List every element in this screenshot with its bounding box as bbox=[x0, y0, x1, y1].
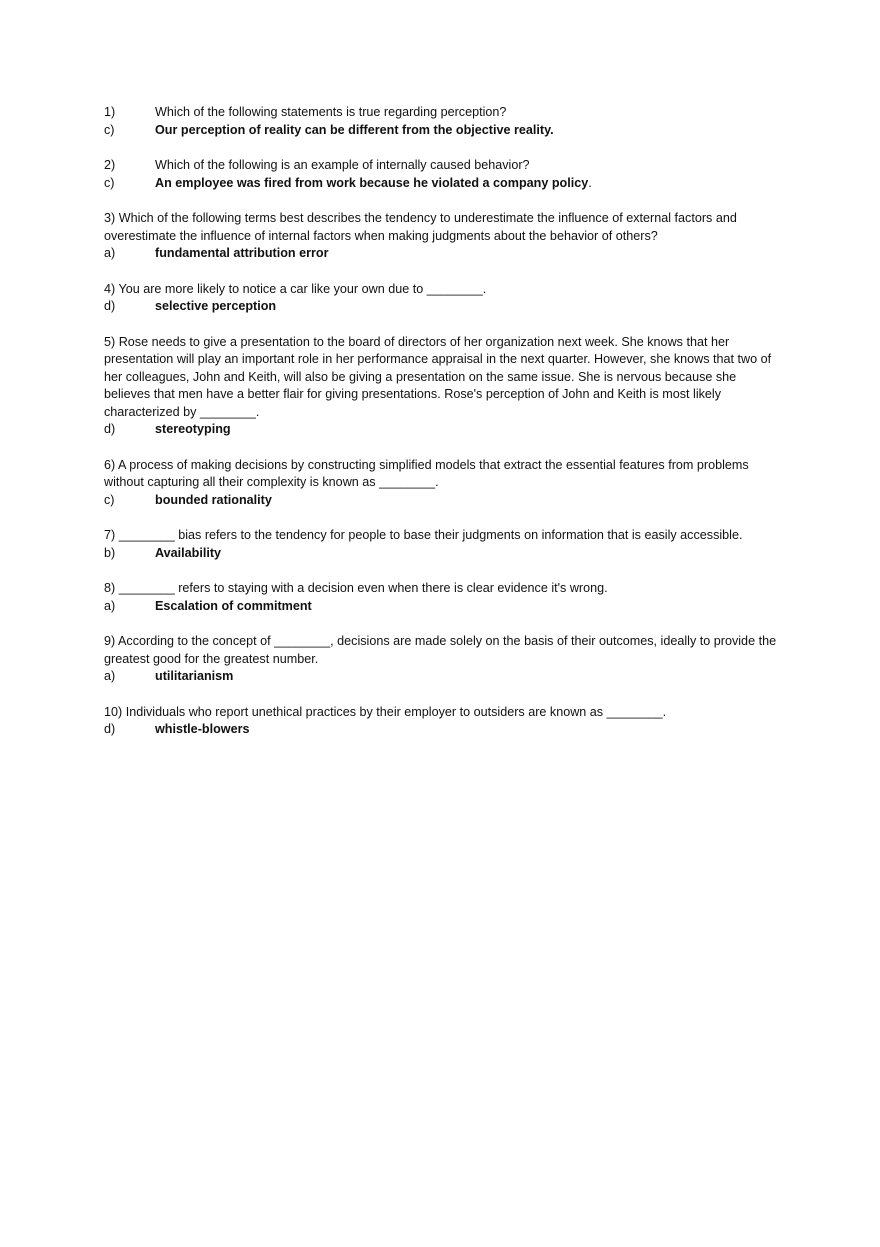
question-10 bbox=[104, 704, 784, 739]
question-number: 1) bbox=[104, 105, 116, 119]
question-row bbox=[104, 157, 784, 175]
answer-text: utilitarianism bbox=[155, 669, 234, 683]
question-text: Which of the following is an example of internally caused behavior? bbox=[155, 158, 530, 172]
question-row bbox=[104, 104, 784, 122]
answer-letter: a) bbox=[104, 246, 116, 260]
question-text: 3) Which of the following terms best describes the tendency to underestimate the influence of external factors and overestimate the influence of internal factors when making judgments about the behavior of others? bbox=[104, 211, 737, 243]
question-text: 4) You are more likely to notice a car like your own due to ________. bbox=[104, 281, 487, 296]
answer-letter: a) bbox=[104, 598, 116, 613]
question-8 bbox=[104, 580, 784, 615]
answer-row bbox=[104, 545, 784, 563]
answer-line bbox=[155, 122, 554, 140]
question-3 bbox=[104, 210, 784, 263]
answer-text: Our perception of reality can be different from the objective reality. bbox=[155, 122, 554, 137]
answer-row bbox=[104, 421, 784, 439]
answer-row bbox=[104, 122, 784, 140]
question-text: Which of the following statements is true regarding perception? bbox=[155, 105, 507, 119]
answer-letter: b) bbox=[104, 545, 116, 560]
answer-letter: d) bbox=[104, 299, 116, 313]
question-9 bbox=[104, 633, 784, 686]
answer-letter: c) bbox=[104, 492, 115, 507]
answer-text: whistle-blowers bbox=[155, 722, 250, 736]
answer-row bbox=[104, 492, 784, 510]
question-text: 5) Rose needs to give a presentation to the board of directors of her organization next week. She knows that her presentation will play an important role in her performance appraisal in the next quarter. However, she knows that two of her colleagues, John and Keith, will also be giving a presentation on the same issue. She is nervous because she believes that men have a better flair for giving presentations. Rose's perception of John and Keith is most likely characterized by ________. bbox=[104, 334, 772, 419]
question-text: 9) According to the concept of ________, decisions are made solely on the basis of their outcomes, ideally to provide the greatest good for the greatest number. bbox=[104, 634, 777, 666]
answer-letter: d) bbox=[104, 422, 116, 436]
answer-letter: c) bbox=[104, 175, 115, 190]
question-7 bbox=[104, 527, 784, 562]
answer-row bbox=[104, 298, 784, 316]
question-text: 7) ________ bias refers to the tendency for people to base their judgments on information that is easily accessible. bbox=[104, 528, 743, 542]
answer-row bbox=[104, 668, 784, 686]
question-5 bbox=[104, 334, 784, 439]
answer-text: Availability bbox=[155, 545, 222, 560]
answer-text: An employee was fired from work because he violated a company policy bbox=[155, 175, 589, 190]
question-4 bbox=[104, 281, 784, 316]
question-1 bbox=[104, 104, 784, 139]
question-2 bbox=[104, 157, 784, 192]
question-text: 6) A process of making decisions by constructing simplified models that extract the essential features from problems without capturing all their complexity is known as ________. bbox=[104, 457, 749, 489]
answer-row bbox=[104, 598, 784, 616]
answer-row bbox=[104, 245, 784, 263]
answer-row bbox=[104, 175, 784, 193]
answer-letter: a) bbox=[104, 669, 116, 683]
answer-text: bounded rationality bbox=[155, 492, 272, 507]
answer-trailing-punctuation: . bbox=[588, 175, 592, 190]
answer-text: fundamental attribution error bbox=[155, 246, 329, 260]
answer-text: Escalation of commitment bbox=[155, 598, 312, 613]
question-text: 8) ________ refers to staying with a decision even when there is clear evidence it's wrong. bbox=[104, 581, 608, 595]
answer-text: stereotyping bbox=[155, 422, 231, 436]
question-number: 2) bbox=[104, 158, 116, 172]
question-6 bbox=[104, 457, 784, 510]
answer-text: selective perception bbox=[155, 299, 277, 313]
question-text: 10) Individuals who report unethical practices by their employer to outsiders are known as ________. bbox=[104, 704, 667, 719]
answer-letter: c) bbox=[104, 122, 115, 137]
answer-row bbox=[104, 721, 784, 739]
answer-line bbox=[155, 175, 592, 193]
quiz-answer-list bbox=[104, 104, 784, 757]
answer-letter: d) bbox=[104, 722, 116, 736]
